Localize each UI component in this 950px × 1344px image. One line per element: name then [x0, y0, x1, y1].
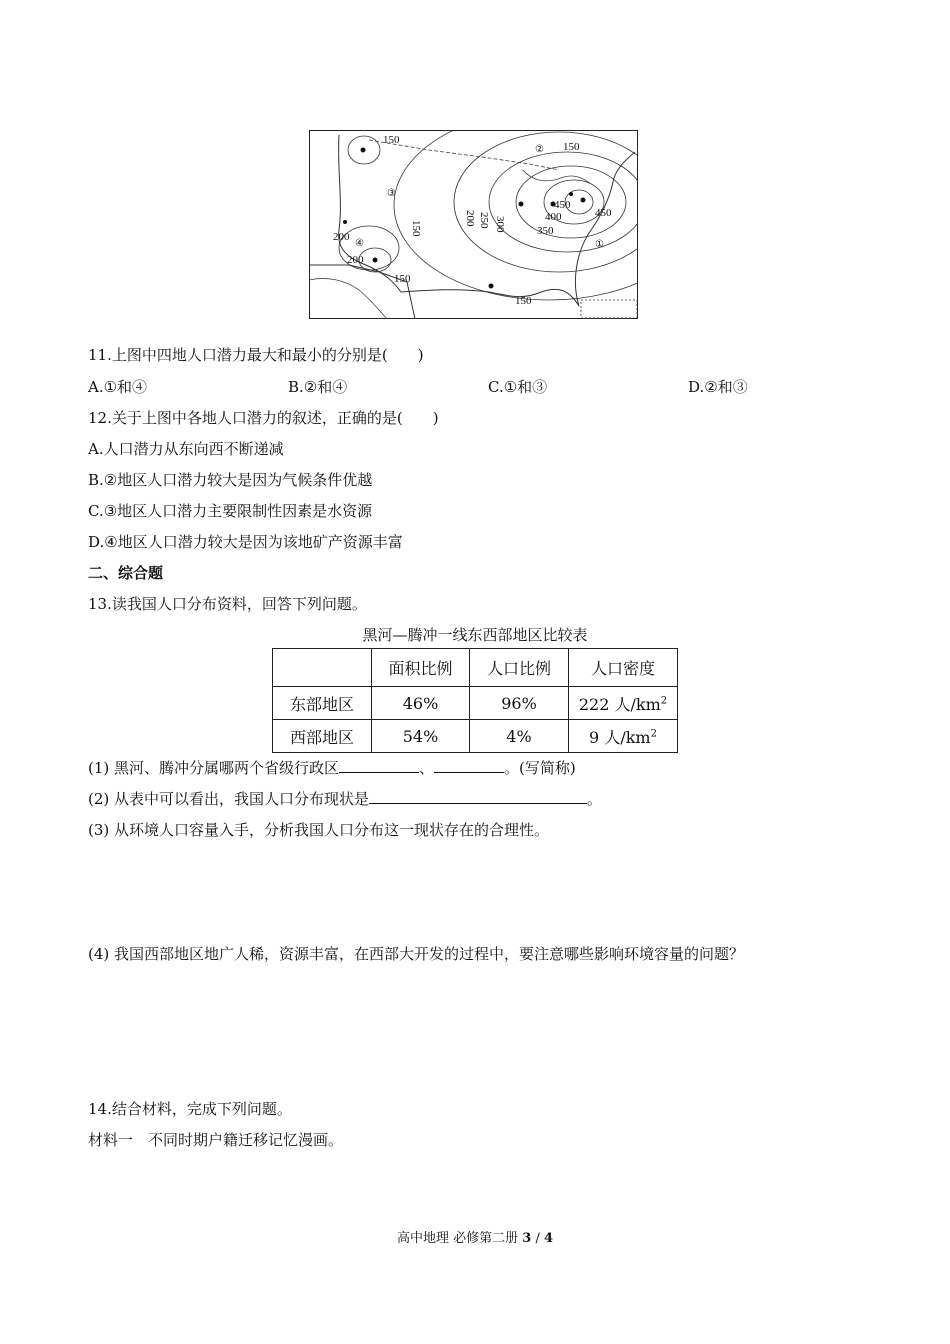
- comparison-table: [272, 648, 678, 753]
- q13-sub1-sep: 、: [419, 759, 435, 777]
- q12-option-d[interactable]: D.④地区人口潜力较大是因为该地矿产资源丰富: [88, 533, 403, 551]
- contour-label: 150: [515, 295, 532, 307]
- table-header-row: [273, 649, 678, 687]
- q13-sub4: (4) 我国西部地区地广人稀，资源丰富，在西部大开发的过程中，要注意哪些影响环境容量的问题？: [88, 945, 745, 963]
- table-header-cell: 人口密度: [569, 649, 678, 687]
- table-cell: [569, 687, 678, 720]
- q13-sub3: (3) 从环境人口容量入手，分析我国人口分布这一现状存在的合理性。: [88, 821, 550, 839]
- q11-option-a[interactable]: A.①和④: [88, 378, 148, 396]
- table-cell: 96%: [470, 687, 569, 720]
- answer-blank-3[interactable]: [369, 789, 587, 804]
- table-cell: 46%: [372, 687, 470, 720]
- contour-label: 300: [494, 216, 506, 233]
- table-header-cell: [273, 649, 372, 687]
- q13-sub1-suffix: 。(写简称): [504, 759, 576, 777]
- question-12: 12.关于上图中各地人口潜力的叙述，正确的是( ): [88, 409, 439, 427]
- q11-option-d[interactable]: D.②和③: [688, 378, 748, 396]
- density-exponent: 2: [660, 695, 668, 707]
- table-cell: 54%: [372, 720, 470, 753]
- q12-option-a[interactable]: A.人口潜力从东向西不断递减: [88, 440, 284, 458]
- q14-material-1: 材料一 不同时期户籍迁移记忆漫画。: [88, 1131, 344, 1149]
- table-cell: [569, 720, 678, 753]
- table-cell: 4%: [470, 720, 569, 753]
- density-value: 9 人/km: [589, 727, 651, 747]
- table-header-cell: 人口比例: [470, 649, 569, 687]
- q13-sub1-prefix: (1) 黑河、腾冲分属哪两个省级行政区: [88, 759, 340, 777]
- question-13-intro: 13.读我国人口分布资料，回答下列问题。: [88, 595, 367, 613]
- contour-label: 150: [394, 273, 411, 285]
- contour-label: 150: [563, 141, 580, 153]
- contour-label: 150: [410, 220, 422, 237]
- contour-label: 350: [537, 225, 554, 237]
- contour-label: 200: [347, 254, 364, 266]
- q13-sub2-prefix: (2) 从表中可以看出，我国人口分布现状是: [88, 790, 370, 808]
- q11-option-c[interactable]: C.①和③: [488, 378, 548, 396]
- contour-label: 200: [333, 231, 350, 243]
- population-potential-map: [309, 130, 638, 319]
- contour-label: 450: [554, 199, 571, 211]
- region-marker-2: ②: [535, 144, 544, 155]
- table-row: [273, 687, 678, 720]
- answer-blank-1[interactable]: [339, 758, 419, 773]
- page-total: 4: [543, 1231, 554, 1246]
- region-marker-4: ④: [355, 238, 364, 249]
- section-title: 二、综合题: [88, 564, 164, 582]
- density-exponent: 2: [650, 728, 657, 740]
- contour-label: 250: [478, 212, 490, 229]
- q12-option-b[interactable]: B.②地区人口潜力较大是因为气候条件优越: [88, 471, 373, 489]
- question-14-intro: 14.结合材料，完成下列问题。: [88, 1100, 292, 1118]
- table-header-cell: 面积比例: [372, 649, 470, 687]
- density-value: 222 人/km: [578, 694, 661, 714]
- table-cell: 东部地区: [273, 687, 372, 720]
- question-11: 11.上图中四地人口潜力最大和最小的分别是( ): [88, 346, 424, 364]
- q12-option-c[interactable]: C.③地区人口潜力主要限制性因素是水资源: [88, 502, 373, 520]
- table-title: 黑河—腾冲一线东西部地区比较表: [362, 626, 588, 644]
- q13-sub1: [88, 758, 576, 778]
- table-row: [273, 720, 678, 753]
- contour-label: 150: [383, 134, 400, 146]
- table-cell: 西部地区: [273, 720, 372, 753]
- region-marker-1: ①: [595, 239, 604, 250]
- contour-label: 400: [545, 211, 562, 223]
- footer-subject: 高中地理 必修第二册: [396, 1231, 519, 1246]
- q13-sub2: [88, 789, 602, 809]
- answer-blank-2[interactable]: [434, 758, 504, 773]
- q11-option-b[interactable]: B.②和④: [288, 378, 348, 396]
- page-footer: [0, 1227, 950, 1246]
- page-separator: /: [531, 1231, 544, 1246]
- q13-sub2-suffix: 。: [587, 790, 603, 808]
- contour-label: 200: [464, 210, 476, 227]
- contour-label: 450: [595, 207, 612, 219]
- page-number: 3: [522, 1231, 532, 1246]
- region-marker-3: ③: [387, 188, 396, 199]
